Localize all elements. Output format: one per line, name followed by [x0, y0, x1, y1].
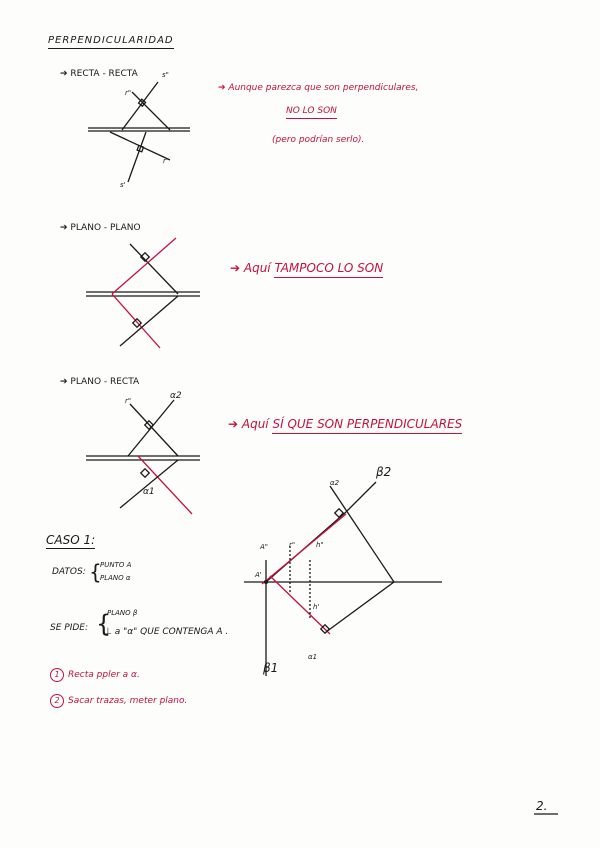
arrow-icon: ➔ [60, 377, 71, 387]
label-r-top-caso: r" [289, 541, 296, 549]
label-s-bottom: s' [120, 181, 126, 189]
section-heading-plano-plano: ➔ PLANO - PLANO [60, 223, 141, 233]
plano-plano-diagram [86, 238, 200, 348]
label-alpha-top: α2 [170, 391, 182, 401]
note-recta-recta-line1: ➔ Aunque parezca que son perpendiculares, [218, 83, 419, 93]
label-r-bottom: r' [163, 157, 168, 165]
step-1: 1 Recta ppler a α. [50, 668, 140, 682]
label-s-top: s" [162, 71, 169, 79]
plane-trace-red-top [112, 238, 176, 294]
line-r-top [132, 92, 170, 130]
caso-diagram [244, 479, 442, 676]
page-number: 2. [536, 799, 548, 813]
label-a-top: A" [260, 543, 269, 551]
label-alpha2-caso: α2 [330, 479, 340, 487]
line-s-top [122, 82, 158, 130]
note-plano-plano: ➔ Aquí TAMPOCO LO SON [230, 262, 383, 274]
datos-item-2: PLANO α [100, 574, 131, 582]
section-heading-recta-recta: ➔ RECTA - RECTA [60, 69, 138, 79]
note-recta-recta-line2: NO LO SON [286, 107, 337, 119]
alpha1-trace [326, 582, 394, 632]
arrow-icon: ➔ [218, 83, 229, 93]
caso-heading: CASO 1: [46, 533, 96, 547]
point-a [264, 580, 268, 584]
red-projection [138, 456, 192, 514]
plano-recta-diagram [86, 397, 200, 514]
label-alpha1-caso: α1 [308, 653, 318, 661]
label-h-low: h' [313, 603, 320, 611]
se-pide-label: SE PIDE: [50, 623, 88, 633]
label-beta2: β2 [376, 465, 392, 479]
label-r-top: r" [125, 89, 132, 97]
arrow-icon: ➔ [60, 69, 71, 79]
se-pide-item-2: ⊥ a "α" QUE CONTENGA A . [104, 627, 229, 637]
arrow-icon: ➔ [60, 223, 71, 233]
right-angle-mark [141, 469, 149, 477]
step-2: 2 Sacar trazas, meter plano. [50, 694, 187, 708]
datos-label: DATOS: [52, 567, 86, 577]
label-h-top: h" [316, 541, 324, 549]
beta2-trace-ext [346, 482, 376, 512]
line-r [130, 404, 178, 456]
datos-item-1: PUNTO A [100, 561, 132, 569]
label-beta1: β1 [263, 661, 279, 675]
line-s-bottom [128, 132, 146, 182]
arrow-icon: ➔ [230, 261, 244, 275]
se-pide-brace: { [96, 610, 112, 638]
label-r-top-pr: r" [125, 397, 132, 405]
perpendicular-line-top [262, 514, 346, 584]
alpha2-trace [330, 486, 394, 582]
step-number-circle: 2 [50, 694, 64, 708]
plane-trace-red-bottom [112, 294, 160, 348]
section-heading-plano-recta: ➔ PLANO - RECTA [60, 377, 140, 387]
perpendicular-line-bottom [270, 576, 330, 634]
plane-trace-black-bottom [120, 296, 178, 346]
note-recta-recta-line3: (pero podrían serlo). [272, 135, 365, 145]
recta-recta-diagram [88, 82, 190, 182]
label-alpha-bottom: α1 [143, 487, 155, 497]
se-pide-item-1: PLANO β [107, 609, 138, 617]
arrow-icon: ➔ [228, 417, 242, 431]
page-title: PERPENDICULARIDAD [48, 36, 174, 49]
label-a-low: A' [255, 571, 262, 579]
note-plano-recta: ➔ Aquí SÍ QUE SON PERPENDICULARES [228, 418, 462, 430]
step-number-circle: 1 [50, 668, 64, 682]
plane-trace-black-top [130, 244, 178, 294]
datos-brace: { [89, 560, 102, 584]
